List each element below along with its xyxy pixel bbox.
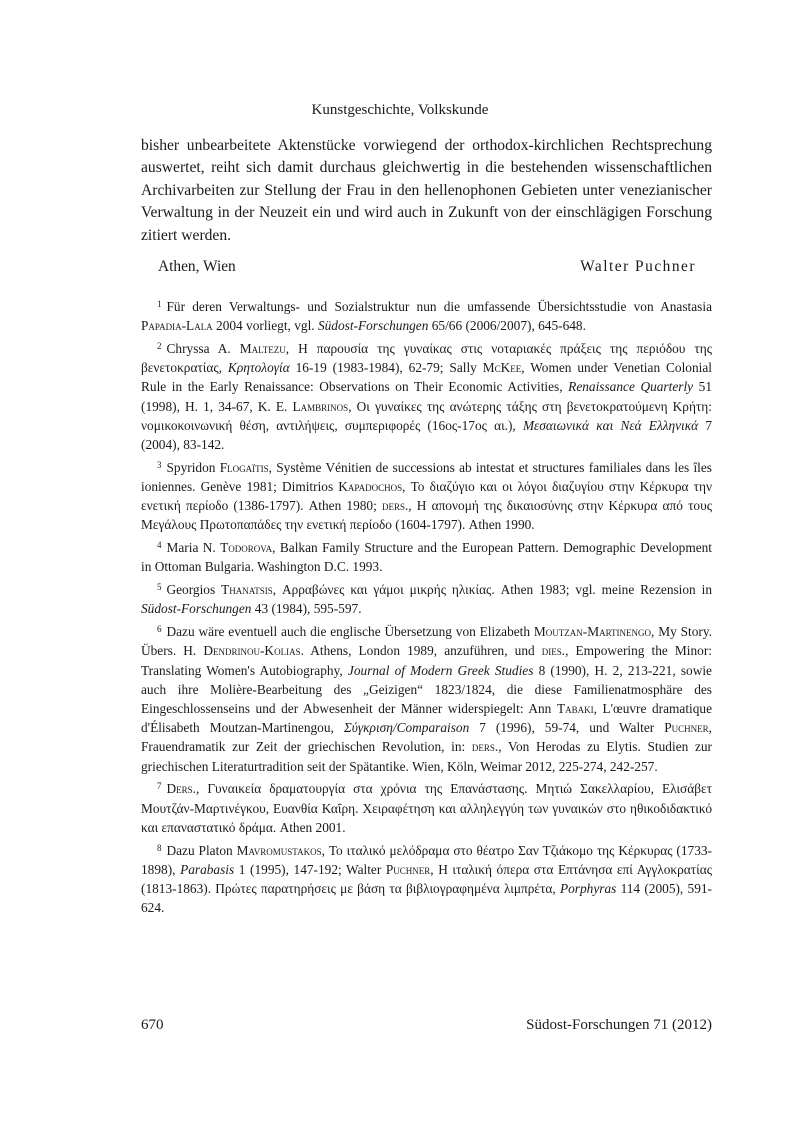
body-paragraph: bisher unbearbeitete Aktenstücke vorwiegend der orthodox-kirchlichen Rechtsprechung auswertet, reiht sich damit durchaus gleichwertig in die bestehenden wissenschaftlichen Archivarbeiten zur Stellung der Frau in den hellenophonen Gebieten unter venezianischer Verwaltung in der Neuzeit ein und wird auch in Zukunft von der einschlägigen Forschung zitiert werden. (141, 137, 712, 244)
footnote (141, 578, 712, 618)
footnote-text: 16-19 (1983-1984), 62-79; Sally (289, 360, 483, 376)
footnote-text: 114 (2005), 591-624. (141, 881, 712, 916)
footnote-text: , Το ιταλικό μελόδραμα στο θέατρο Σαν Τζιάκομο της Κέρκυρας (1733-1898), (141, 842, 712, 877)
footnote-text: Renaissance Quarterly (568, 379, 694, 395)
footnote (141, 620, 712, 776)
footnote-text: Thanatsis (221, 582, 273, 598)
footnote-text: Journal of Modern Greek Studies (347, 662, 534, 678)
footnote-text: Flogaïtis (219, 459, 269, 475)
footnote-text: , Γυναικεία δραματουργία στα χρόνια της Επανάστασης. Μητιώ Σακελλαρίου, Ελισάβετ Μουτζάν-Μαρτινέγκου, Ευανθία Καΐρη. Χειραφέτηση και αλληλεγγύη των γυναικών στο ηθικοδιδακτικό και επαναστατικό δράμα. Athen 2001. (141, 781, 712, 835)
footnote-text: , Empowering the Minor: Translating Women's Autobiography, (141, 643, 712, 678)
signature-author: Walter Puchner (580, 258, 696, 275)
footnote-text: , L'œuvre dramatique d'Élisabeth Moutzan-Martinengou, (141, 701, 713, 736)
footnote-number: 2 (157, 341, 162, 351)
footnote-text: Moutzan-Martinengo (533, 624, 652, 640)
footnote-text: Puchner (385, 861, 431, 877)
footnote-text: 2004 vorliegt, vgl. (212, 318, 318, 334)
footnote-text: , Women under Venetian Colonial Rule in the Early Renaissance: Observations on Their Economic Activities, (141, 360, 712, 395)
footnote-text: McKee (482, 360, 522, 376)
footnote-text: Dendrinou-Kolias (203, 643, 301, 659)
footnote-text: Mavromustakos (236, 842, 322, 858)
footnote-text: Chryssa A. (166, 341, 240, 356)
footnote-text: Georgios (166, 582, 222, 598)
footnote-text: , Frauendramatik zur Zeit der griechischen Revolution, in: (141, 720, 712, 755)
footnote-text: 43 (1984), 595-597. (251, 601, 362, 617)
footnote-text: Papadia-Lala (141, 318, 213, 334)
footnote (141, 777, 712, 837)
footnote (141, 337, 712, 454)
footnotes (141, 295, 712, 919)
footnote-text: Südost-Forschungen (141, 601, 252, 617)
footnote-text: 51 (1998), H. 1, 34-67, K. E. (141, 379, 712, 414)
footnote-text: dies. (541, 643, 566, 659)
journal-citation: Südost-Forschungen 71 (2012) (526, 1017, 712, 1033)
footnote-text: , Von Herodas zu Elytis. Studien zur griechischen Literaturtradition seit der Spätantike. Wien, Köln, Weimar 2012, 225-274, 242-257. (141, 739, 712, 774)
footnote-text: , Système Vénitien de successions ab intestat et structures familiales dans les îles ioniennes. Genève 1981; Dimitrios (141, 459, 712, 495)
footnote-text: , Αρραβώνες και γάμοι μικρής ηλικίας. Athen 1983; vgl. meine Rezension in (272, 582, 713, 598)
footnote-text: Kapadochos (338, 479, 403, 495)
footnote-text: , Οι γυναίκες της ανώτερης τάξης στη βενετοκρατούμενη Κρήτη: νομικοκοινωνική θέση, αντιλήψεις, συμπεριφορές (16ος-17ος αι.), (141, 398, 712, 433)
footnote-text: Maltezu (239, 341, 286, 356)
footnote-text: 7 (1996), 59-74, und Walter (469, 720, 665, 736)
footnote (141, 839, 712, 918)
footnote-text: ders. (381, 498, 409, 514)
footnote-number: 7 (157, 781, 162, 792)
footnote-text: Spyridon (166, 459, 220, 475)
footnote-text: Todorova (220, 540, 273, 556)
footnote-text: Porphyras (559, 881, 617, 897)
footnote-text: Lambrinos (292, 398, 349, 414)
footnote-text: . Athens, London 1989, anzuführen, und (300, 643, 542, 659)
footnote (141, 456, 712, 535)
footnote-text: , Η ιταλική όπερα στα Επτάνησα επί Αγγλοκρατίας (1813-1863). Πρώτες παρατηρήσεις με βάση τα βιβλιογραφημένα λιμπρέτα, (141, 861, 712, 897)
footnote-text: 8 (1990), H. 2, 213-221, sowie auch ihre Molière-Bearbeitung des „Geizigen“ 1823/1824, die diese Familienatmosphäre des Eingeschlossenseins und der Abwesenheit der Männer widerspiegelt: Ann (141, 662, 712, 717)
footnote (141, 536, 712, 576)
footnote-text: Ders. (166, 781, 196, 797)
footnote-text: Dazu Platon (166, 842, 237, 858)
footnote (141, 295, 712, 335)
signature-place: Athen, Wien (158, 258, 236, 275)
footnote-text: Maria N. (166, 540, 221, 556)
footnote-number: 8 (157, 842, 162, 853)
footnote-number: 4 (157, 540, 162, 551)
footnote-text: Puchner (664, 720, 709, 736)
footnote-text: , Το διαζύγιο και οι λόγοι διαζυγίου στην Κέρκυρα την ενετική περίοδο (1386-1797). Athen 1980; (141, 479, 712, 514)
footnote-text: Μεσαιωνικά και Νεά Ελληνικά (522, 417, 699, 433)
footnote-text: , Balkan Family Structure and the European Pattern. Demographic Development in Ottoman Bulgaria. Washington D.C. 1993. (141, 540, 712, 575)
footnote-number: 3 (157, 459, 162, 470)
footnote-text: Parabasis (180, 861, 235, 877)
footnote-text: , My Story. Übers. H. (141, 624, 712, 659)
footnote-number: 6 (157, 624, 162, 635)
footnote-number: 1 (157, 299, 162, 309)
footnote-text: Κρητολογία (227, 360, 290, 376)
footnote-text: Tabaki (556, 701, 594, 717)
page-number: 670 (141, 1017, 164, 1033)
footnote-text: 1 (1995), 147-192; Walter (234, 861, 386, 877)
running-head: Kunstgeschichte, Volkskunde (311, 102, 489, 118)
footnote-text: , Η απονομή της δικαιοσύνης στην Κέρκυρα από τους Μεγάλους Πρωτοπαπάδες την ενετική περίοδο (1604-1797). Athen 1990. (141, 498, 712, 533)
footnote-text: 65/66 (2006/2007), 645-648. (428, 318, 586, 334)
footnote-text: , Η παρουσία της γυναίκας στις νοταριακές πράξεις της περιόδου της βενετοκρατίας, (141, 341, 713, 376)
footnote-text: Σύγκριση/Comparaison (343, 720, 470, 736)
footnote-number: 5 (157, 582, 162, 593)
footnote-text: 7 (2004), 83-142. (141, 417, 712, 453)
footnote-text: Dazu wäre eventuell auch die englische Übersetzung von Elizabeth (166, 624, 534, 640)
footnote-text: ders. (471, 739, 499, 755)
footnote-text: Für deren Verwaltungs- und Sozialstruktur nun die umfassende Übersichtsstudie von Anastasia (166, 299, 712, 314)
footnote-text: Südost-Forschungen (317, 318, 429, 334)
